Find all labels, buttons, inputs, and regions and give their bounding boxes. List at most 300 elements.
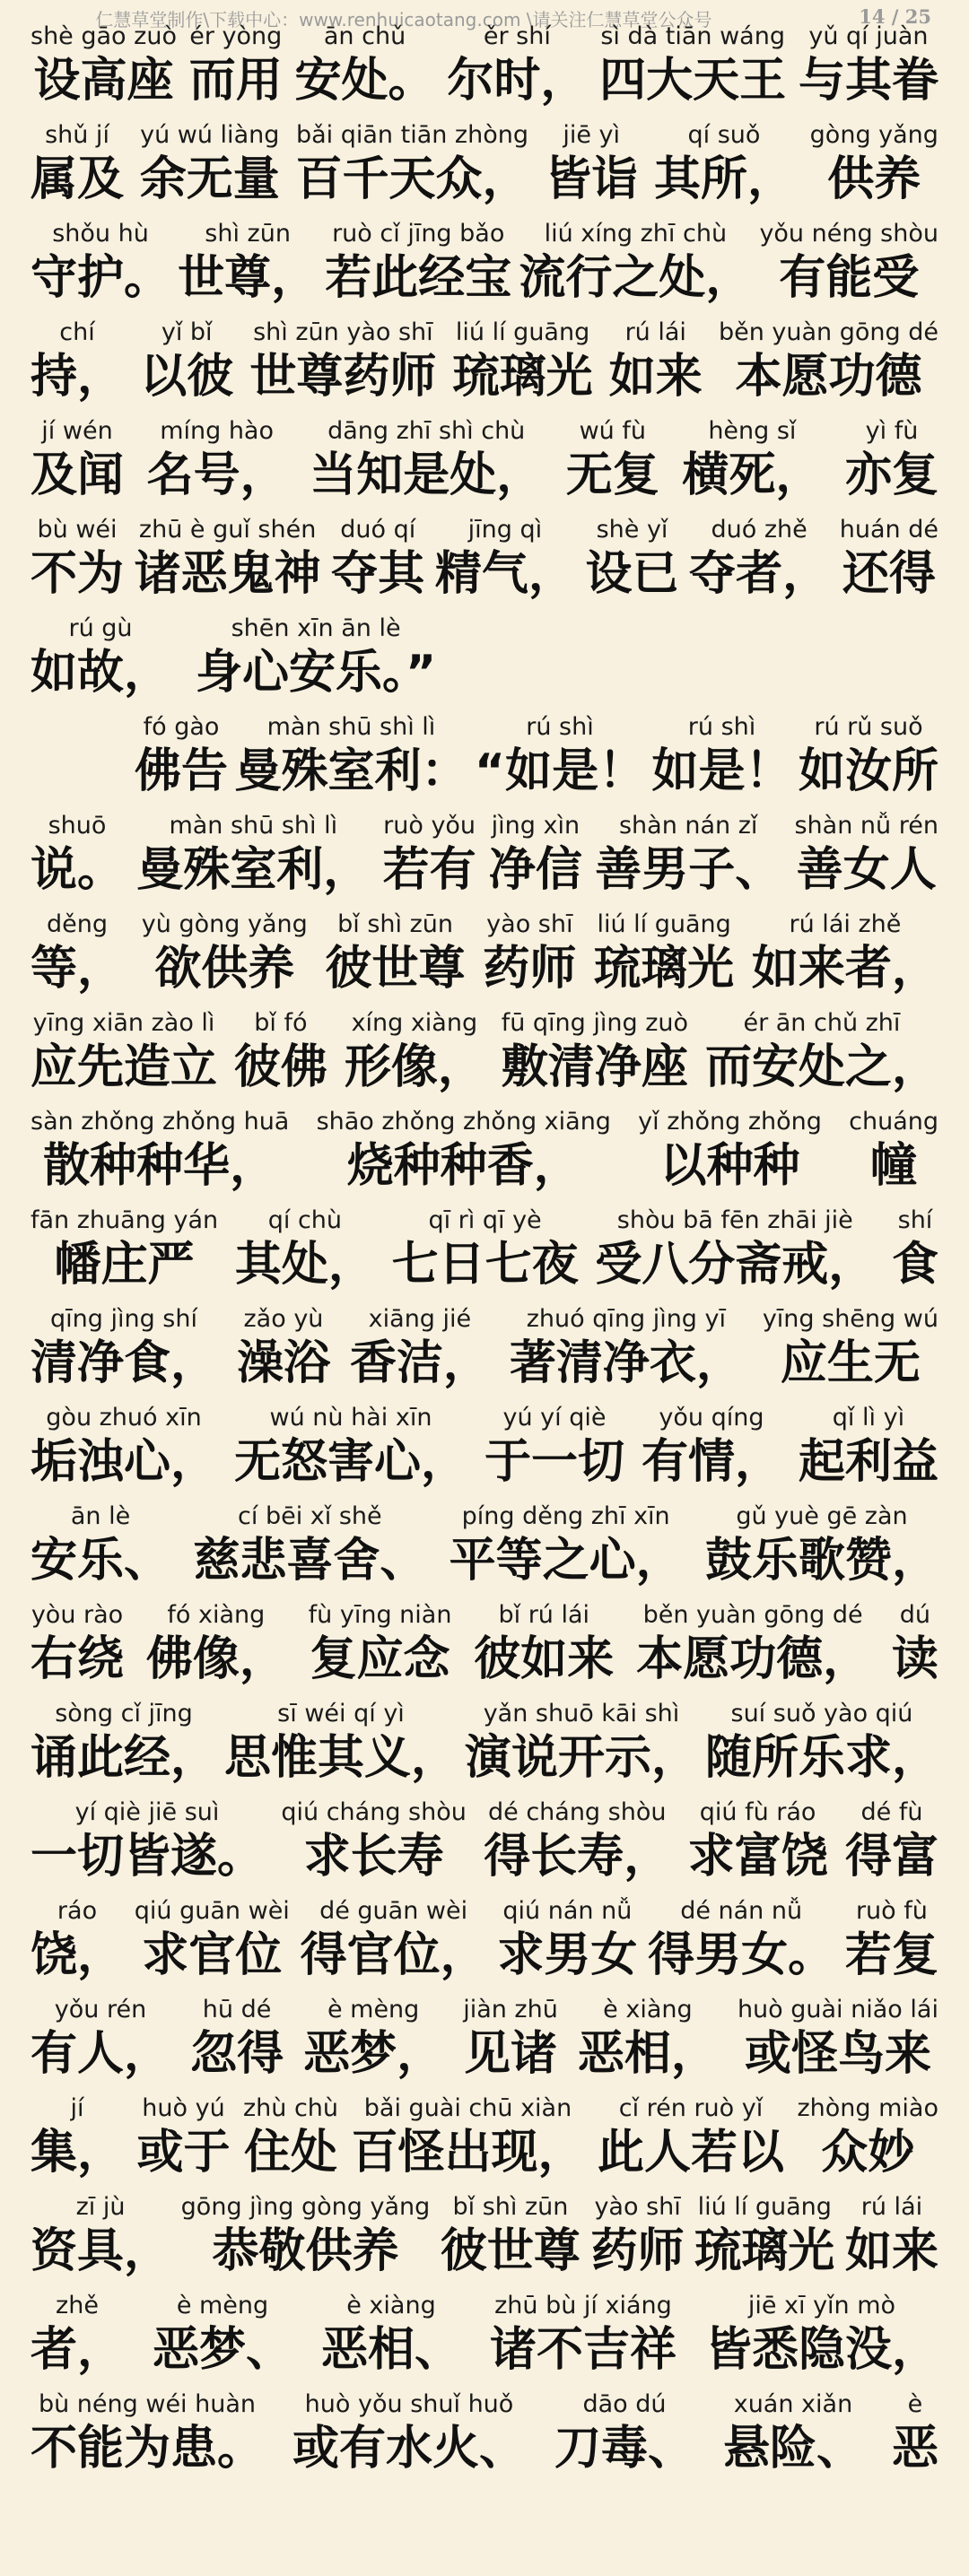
- pinyin-annotation: bǐ shì zūn: [452, 2193, 569, 2221]
- word-unit: [799, 1403, 938, 1491]
- chinese-text: 夺者，: [689, 547, 830, 601]
- pinyin-annotation: hū dé: [202, 1996, 272, 2023]
- chinese-text: 善女人: [796, 843, 937, 897]
- word-unit: [31, 811, 124, 899]
- pinyin-annotation: suí suǒ yào qiú: [730, 1700, 913, 1727]
- chinese-text: 诸不吉祥: [489, 2323, 677, 2377]
- word-unit: [31, 22, 177, 109]
- chinese-text: 供养: [827, 152, 921, 206]
- text-line: [31, 909, 938, 1008]
- pinyin-annotation: jiē yì: [563, 121, 621, 149]
- word-unit: [140, 318, 233, 405]
- chinese-text: 其处，: [234, 1238, 375, 1292]
- pinyin-annotation: yǔ qí juàn: [808, 22, 929, 50]
- pinyin-annotation: qǐ lì yì: [832, 1404, 905, 1432]
- chinese-text: 恭敬供养: [212, 2224, 399, 2278]
- pinyin-annotation: míng hào: [160, 417, 275, 445]
- chinese-text: 彼如来: [474, 1632, 615, 1686]
- pinyin-annotation: qiú cháng shòu: [281, 1798, 467, 1826]
- word-unit: [392, 1205, 579, 1293]
- pinyin-annotation: gǔ yuè gē zàn: [736, 1502, 908, 1530]
- word-unit: [303, 1995, 443, 2083]
- chinese-text: 佛像，: [145, 1632, 286, 1686]
- chinese-text: 众妙: [821, 2126, 915, 2180]
- pinyin-annotation: màn shū shì lì: [266, 713, 436, 741]
- word-unit: [383, 811, 476, 899]
- word-unit: [682, 416, 822, 504]
- word-unit: [31, 1008, 217, 1096]
- chinese-text: 恶: [891, 2422, 938, 2476]
- word-unit: [490, 2291, 677, 2379]
- pinyin-annotation: zǎo yù: [243, 1305, 324, 1333]
- pinyin-annotation: dāng zhī shì chù: [327, 417, 526, 445]
- word-unit: [234, 1403, 467, 1491]
- word-unit: [146, 1600, 286, 1688]
- chinese-text: 者，: [31, 2323, 125, 2377]
- chinese-text: 如汝所: [798, 744, 938, 798]
- word-unit: [586, 515, 679, 603]
- pinyin-annotation: duó zhě: [711, 516, 808, 544]
- chinese-text: 横死，: [682, 448, 823, 502]
- word-unit: [135, 1896, 290, 1984]
- pinyin-annotation: shǒu hù: [52, 220, 149, 248]
- pinyin-annotation: dé cháng shòu: [487, 1798, 667, 1826]
- word-unit: [484, 1403, 624, 1491]
- chinese-text: 持，: [31, 350, 125, 404]
- word-unit: [224, 1699, 458, 1787]
- pinyin-annotation: cǐ rén ruò yǐ: [618, 2094, 764, 2122]
- pinyin-annotation: xuán xiǎn: [733, 2390, 853, 2418]
- chinese-text: 若复: [844, 1928, 938, 1982]
- chinese-text: 如来: [608, 350, 703, 404]
- chinese-text: 以彼: [140, 350, 234, 404]
- text-line: [31, 2192, 938, 2291]
- text-line: [31, 416, 938, 515]
- chinese-text: 如来者，: [751, 942, 938, 996]
- chinese-text: 若此经宝: [325, 251, 512, 305]
- chinese-text: 诵此经，: [31, 1731, 218, 1785]
- word-unit: [892, 1205, 938, 1293]
- chinese-text: 尔时，: [447, 54, 588, 108]
- chinese-text: 思惟其义，: [223, 1731, 458, 1785]
- chinese-text: 饶，: [31, 1928, 125, 1982]
- chinese-text: 安处。: [294, 54, 435, 108]
- chinese-text: 而用: [188, 54, 283, 108]
- chinese-text: 佛告: [135, 744, 229, 798]
- word-unit: [752, 909, 938, 997]
- word-unit: [474, 1600, 614, 1688]
- word-unit: [840, 515, 938, 603]
- word-unit: [799, 712, 938, 800]
- word-unit: [892, 1600, 938, 1688]
- pinyin-annotation: yù gòng yǎng: [141, 910, 308, 938]
- pinyin-annotation: è mèng: [327, 1996, 420, 2023]
- chinese-text: 得长寿，: [484, 1830, 671, 1884]
- word-unit: [301, 1896, 487, 1984]
- pinyin-annotation: shàn nǚ rén: [794, 812, 938, 840]
- pinyin-annotation: bù néng wéi huàn: [38, 2390, 257, 2418]
- word-unit: [636, 1600, 869, 1688]
- pinyin-annotation: rú gù: [68, 614, 133, 642]
- word-unit: [463, 1995, 558, 2083]
- pinyin-annotation: píng děng zhī xīn: [461, 1502, 670, 1530]
- chinese-text: 得富: [844, 1830, 938, 1884]
- word-unit: [136, 811, 370, 899]
- word-unit: [31, 318, 124, 405]
- pinyin-annotation: huán dé: [839, 516, 938, 544]
- word-unit: [484, 1797, 670, 1885]
- header-title: 仁慧草堂制作\下载中心：www.renhuicaotang.com \请关注仁慧草堂公众号: [95, 9, 712, 30]
- word-unit: [31, 1797, 264, 1885]
- chinese-text: 恶相、: [320, 2323, 461, 2377]
- text-line: [31, 1995, 938, 2093]
- chinese-text: 药师: [590, 2224, 685, 2278]
- pinyin-annotation: bǎi qiān tiān zhòng: [295, 121, 528, 149]
- word-unit: [310, 416, 543, 504]
- pinyin-annotation: gòu zhuó xīn: [46, 1404, 202, 1432]
- pinyin-annotation: xíng xiàng: [351, 1009, 478, 1037]
- chinese-text: 恶相，: [577, 2027, 718, 2081]
- word-unit: [31, 219, 170, 307]
- chinese-text: 于一切: [484, 1435, 624, 1489]
- word-unit: [591, 2192, 685, 2280]
- chinese-text: 设高座: [33, 54, 174, 108]
- pinyin-annotation: jí: [70, 2094, 84, 2122]
- pinyin-annotation: huò guài niǎo lái: [737, 1996, 938, 2023]
- pinyin-annotation: hèng sǐ: [708, 417, 797, 445]
- word-unit: [237, 1304, 330, 1392]
- word-unit: [759, 219, 938, 307]
- pinyin-annotation: yǐ bǐ: [161, 318, 213, 346]
- word-unit: [321, 2291, 461, 2379]
- pinyin-annotation: bù wéi: [37, 516, 118, 544]
- text-line: [31, 811, 938, 909]
- text-line: [31, 1107, 938, 1205]
- chinese-text: 如是！: [651, 744, 792, 798]
- word-unit: [31, 416, 124, 504]
- pinyin-annotation: shí: [897, 1206, 933, 1234]
- chinese-text: 净信: [488, 843, 582, 897]
- word-unit: [31, 2291, 124, 2379]
- text-line: [31, 1304, 938, 1403]
- word-unit: [689, 515, 829, 603]
- chinese-text: 其所，: [653, 152, 794, 206]
- chinese-text: 应生无: [780, 1336, 921, 1390]
- text-line: [31, 22, 938, 120]
- word-unit: [140, 120, 280, 208]
- word-unit: [510, 1304, 743, 1392]
- text-line: [31, 2291, 938, 2389]
- chinese-text: 而安处之，: [704, 1040, 938, 1094]
- pinyin-annotation: shàn nán zǐ: [618, 812, 758, 840]
- chinese-text: 求男女: [497, 1928, 638, 1982]
- text-line: [31, 1797, 938, 1896]
- pinyin-annotation: è mèng: [176, 2292, 269, 2319]
- pinyin-annotation: dé nán nǚ: [680, 1897, 803, 1925]
- chinese-text: 香洁，: [349, 1336, 490, 1390]
- pinyin-annotation: yīng shēng wú: [762, 1305, 938, 1333]
- word-unit: [810, 120, 938, 208]
- word-unit: [599, 22, 786, 109]
- text-line: [31, 1501, 938, 1600]
- word-unit: [31, 1403, 217, 1491]
- chinese-text: 曼殊室利：: [234, 744, 468, 798]
- chinese-text: 彼佛: [233, 1040, 327, 1094]
- pinyin-annotation: shǔ jí: [45, 121, 109, 149]
- word-unit: [281, 1797, 466, 1885]
- chinese-text: 及闻: [31, 448, 125, 502]
- chinese-text: 药师: [483, 942, 577, 996]
- chinese-text: 集，: [31, 2126, 125, 2180]
- pinyin-annotation: qīng jìng shí: [50, 1305, 197, 1333]
- word-unit: [453, 318, 593, 405]
- word-unit: [502, 1008, 688, 1096]
- pinyin-annotation: bǎi guài chū xiàn: [363, 2094, 572, 2122]
- word-unit: [31, 515, 124, 603]
- chinese-text: 资具，: [31, 2224, 171, 2278]
- word-unit: [31, 120, 124, 208]
- pinyin-annotation: běn yuàn gōng dé: [642, 1601, 863, 1629]
- pinyin-annotation: fù yīng niàn: [308, 1601, 452, 1629]
- chinese-text: 与其眷: [798, 54, 938, 108]
- chinese-text: 或于: [136, 2126, 231, 2180]
- chinese-text: 求富饶: [687, 1830, 828, 1884]
- word-unit: [135, 712, 228, 800]
- word-unit: [849, 1107, 938, 1195]
- pinyin-annotation: ér yòng: [189, 22, 283, 50]
- word-unit: [181, 2192, 431, 2280]
- word-unit: [648, 1896, 834, 1984]
- word-unit: [598, 2093, 784, 2181]
- pinyin-annotation: yǎn shuō kāi shì: [483, 1700, 680, 1727]
- pinyin-annotation: rú shì: [687, 713, 756, 741]
- chinese-text: 散种种华，: [43, 1139, 277, 1193]
- pinyin-annotation: ruò yǒu: [383, 812, 476, 840]
- word-unit: [292, 2389, 526, 2477]
- chinese-text: 垢浊心，: [31, 1435, 218, 1489]
- pinyin-annotation: rú shì: [526, 713, 594, 741]
- chinese-text: 夺其: [331, 547, 425, 601]
- pinyin-annotation: bǐ shì zūn: [337, 910, 453, 938]
- page-number: 14 / 25: [859, 5, 931, 28]
- chinese-text: 如故，: [31, 646, 171, 700]
- pinyin-annotation: rú lái: [860, 2193, 923, 2221]
- word-unit: [497, 1896, 637, 1984]
- word-unit: [31, 2093, 124, 2181]
- word-unit: [892, 2389, 938, 2477]
- word-unit: [450, 1501, 683, 1589]
- pinyin-annotation: liú lí guāng: [455, 318, 590, 346]
- chinese-text: 著清净衣，: [509, 1336, 743, 1390]
- pinyin-annotation: gōng jìng gòng yǎng: [180, 2193, 431, 2221]
- pinyin-annotation: yào shī: [486, 910, 573, 938]
- pinyin-annotation: fó xiàng: [167, 1601, 266, 1629]
- pinyin-annotation: yú yí qiè: [502, 1404, 607, 1432]
- pinyin-annotation: ráo: [57, 1897, 98, 1925]
- word-unit: [609, 318, 703, 405]
- pinyin-annotation: fū qīng jìng zuò: [501, 1009, 689, 1037]
- pinyin-annotation: yào shī: [594, 2193, 681, 2221]
- chinese-text: 余无量: [139, 152, 280, 206]
- pinyin-annotation: ān chǔ: [323, 22, 406, 50]
- pinyin-annotation: qiú guān wèi: [134, 1897, 290, 1925]
- word-unit: [554, 2389, 694, 2477]
- pinyin-annotation: ěr shí: [483, 22, 551, 50]
- chinese-text: 若有: [382, 843, 476, 897]
- chinese-text: 求长寿: [303, 1830, 444, 1884]
- chinese-text: 敷清净座: [501, 1040, 688, 1094]
- word-unit: [566, 416, 659, 504]
- chinese-text: 得男女。: [648, 1928, 835, 1982]
- word-unit: [295, 120, 528, 208]
- chinese-text: 恶梦、: [152, 2323, 292, 2377]
- chinese-text: 本愿功德，: [636, 1632, 870, 1686]
- word-unit: [845, 1896, 938, 1984]
- pinyin-annotation: sàn zhǒng zhǒng huā: [31, 1108, 290, 1136]
- word-unit: [519, 219, 752, 307]
- chinese-text: 名号，: [146, 448, 287, 502]
- text-line: [31, 515, 938, 614]
- pinyin-annotation: zī jù: [75, 2193, 126, 2221]
- chinese-text: 如来: [844, 2224, 938, 2278]
- pinyin-annotation: jīng qì: [467, 516, 543, 544]
- word-unit: [243, 2093, 338, 2181]
- chinese-text: 澡浴: [236, 1336, 330, 1390]
- word-unit: [705, 2291, 938, 2379]
- word-unit: [345, 1008, 484, 1096]
- word-unit: [31, 2389, 264, 2477]
- chinese-text: 或有水火、: [292, 2422, 526, 2476]
- word-unit: [705, 1008, 938, 1096]
- chinese-text: 有情，: [641, 1435, 781, 1489]
- word-unit: [578, 1995, 718, 2083]
- pinyin-annotation: liú lí guāng: [697, 2193, 832, 2221]
- pinyin-annotation: rú lái zhě: [789, 910, 902, 938]
- chinese-text: 百千天众，: [295, 152, 529, 206]
- chinese-text: 守护。: [31, 251, 171, 305]
- pinyin-annotation: è xiàng: [603, 1996, 693, 2023]
- chinese-text: 刀毒、: [554, 2422, 694, 2476]
- pinyin-annotation: cí bēi xǐ shě: [238, 1502, 382, 1530]
- chinese-text: 右绕: [31, 1632, 125, 1686]
- chinese-text: 住处: [243, 2126, 337, 2180]
- pinyin-annotation: huò yǒu shuǐ huǒ: [304, 2390, 514, 2418]
- word-unit: [475, 712, 645, 800]
- word-unit: [705, 1699, 938, 1787]
- chinese-text: 流行之处，: [519, 251, 753, 305]
- pinyin-annotation: chí: [59, 318, 95, 346]
- word-unit: [642, 1403, 781, 1491]
- pinyin-annotation: chuáng: [849, 1108, 938, 1136]
- word-unit: [326, 909, 466, 997]
- pinyin-annotation: duó qí: [340, 516, 416, 544]
- chinese-text: 四大天王: [599, 54, 787, 108]
- word-unit: [325, 219, 511, 307]
- chinese-text: 复应念: [310, 1632, 450, 1686]
- chinese-text: 百怪出现，: [351, 2126, 585, 2180]
- pinyin-annotation: ruò fù: [855, 1897, 928, 1925]
- pinyin-annotation: sì dà tiān wáng: [600, 22, 785, 50]
- word-unit: [688, 1797, 828, 1885]
- chinese-text: 诸恶鬼神: [134, 547, 321, 601]
- pinyin-annotation: zhě: [56, 2292, 99, 2319]
- word-unit: [135, 515, 321, 603]
- chinese-text: 精气，: [434, 547, 575, 601]
- pinyin-annotation: yǒu néng shòu: [759, 220, 938, 248]
- pinyin-annotation: qī rì qī yè: [428, 1206, 542, 1234]
- chinese-text: 得官位，: [300, 1928, 487, 1982]
- pinyin-annotation: zhū è guǐ shén: [138, 516, 317, 544]
- chinese-text: 无复: [565, 448, 659, 502]
- pinyin-annotation: wú nù hài xīn: [269, 1404, 432, 1432]
- word-unit: [738, 1995, 938, 2083]
- pinyin-annotation: qiú fù ráo: [699, 1798, 816, 1826]
- word-unit: [763, 1304, 938, 1392]
- word-unit: [190, 1995, 284, 2083]
- pinyin-annotation: shè gāo zuò: [31, 22, 177, 50]
- pinyin-annotation: dé fù: [860, 1798, 923, 1826]
- word-unit: [350, 1304, 490, 1392]
- word-unit: [441, 2192, 581, 2280]
- word-unit: [31, 614, 170, 701]
- chinese-text: 一切皆遂。: [31, 1830, 265, 1884]
- pinyin-annotation: è: [907, 2390, 923, 2418]
- word-unit: [309, 1600, 452, 1688]
- word-unit: [705, 1501, 938, 1589]
- chinese-text: 悬险、: [722, 2422, 863, 2476]
- chinese-text: 受八分斋戒，: [595, 1238, 876, 1292]
- chinese-text: 属及: [31, 152, 125, 206]
- word-unit: [31, 1205, 218, 1293]
- pinyin-annotation: qiú nán nǚ: [502, 1897, 633, 1925]
- word-unit: [719, 318, 938, 405]
- pinyin-annotation: yì fù: [865, 417, 919, 445]
- word-unit: [31, 1995, 170, 2083]
- text-line: [31, 219, 938, 318]
- pinyin-annotation: yǒu qíng: [659, 1404, 764, 1432]
- pinyin-annotation: fó gào: [143, 713, 220, 741]
- chinese-text: 读: [891, 1632, 938, 1686]
- text-line: [31, 2093, 938, 2192]
- chinese-text: 平等之心，: [449, 1534, 683, 1588]
- chinese-text: 说。: [31, 843, 125, 897]
- pinyin-annotation: zhòng miào: [797, 2094, 938, 2122]
- word-unit: [799, 22, 938, 109]
- chinese-text: 食: [891, 1238, 938, 1292]
- chinese-text: 不为: [31, 547, 125, 601]
- pinyin-annotation: è xiàng: [346, 2292, 436, 2319]
- chinese-text: 彼世尊: [325, 942, 466, 996]
- chinese-text: 烧种种香，: [346, 1139, 581, 1193]
- pinyin-annotation: shēn xīn ān lè: [231, 614, 401, 642]
- pinyin-annotation: děng: [47, 910, 109, 938]
- word-unit: [483, 909, 576, 997]
- text-line: [31, 1600, 938, 1699]
- chinese-text: 有人，: [31, 2027, 171, 2081]
- pinyin-annotation: sī wéi qí yì: [277, 1700, 405, 1727]
- chinese-text: 琉璃光: [594, 942, 735, 996]
- word-unit: [352, 2093, 585, 2181]
- chinese-text: 皆诣: [545, 152, 639, 206]
- chinese-text: 琉璃光: [452, 350, 593, 404]
- chinese-text: 世尊，: [178, 251, 319, 305]
- pinyin-annotation: wú fù: [579, 417, 646, 445]
- word-unit: [447, 22, 587, 109]
- pinyin-annotation: yí qiè jiē suì: [74, 1798, 220, 1826]
- pinyin-annotation: shì zūn: [205, 220, 291, 248]
- word-unit: [845, 1797, 938, 1885]
- chinese-text: 起利益: [798, 1435, 938, 1489]
